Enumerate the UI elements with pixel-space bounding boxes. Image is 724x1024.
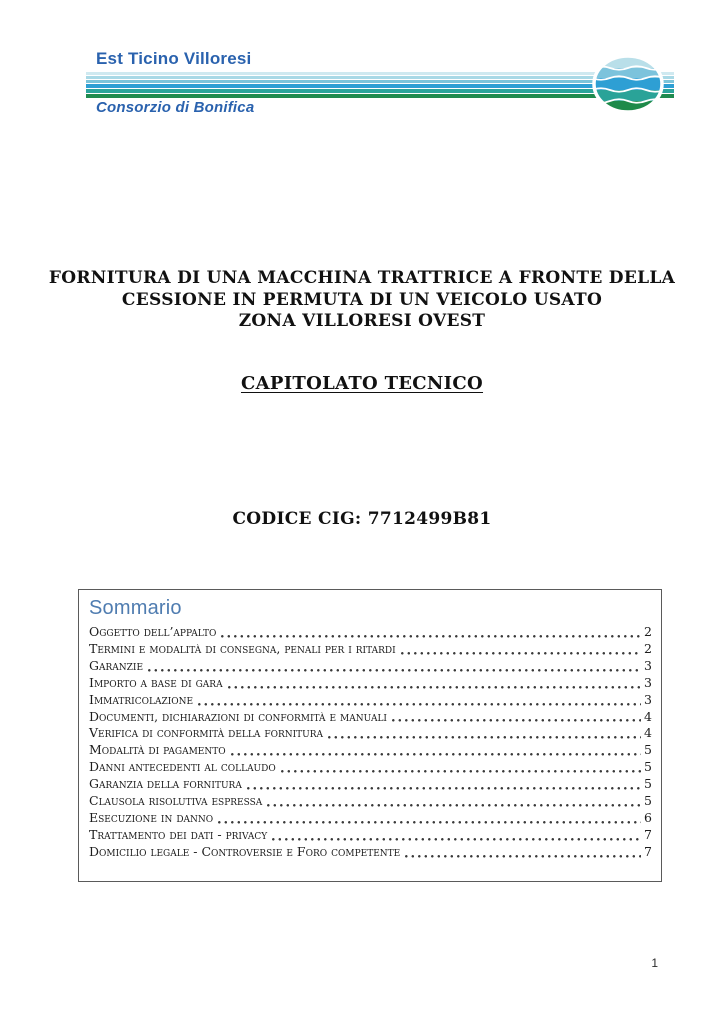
toc-entry-page: 6 [644, 809, 652, 825]
header-stripe [86, 94, 674, 98]
org-name: Est Ticino Villoresi [96, 49, 252, 68]
toc-entry-label: Documenti, dichiarazioni di conformità e manuali [89, 708, 387, 724]
document-subtitle [0, 373, 724, 394]
toc-entry-label: Importo a base di gara [89, 674, 223, 690]
header-stripe [86, 84, 674, 88]
toc-entry-page: 7 [644, 843, 652, 859]
header-stripe [86, 76, 674, 79]
org-subtitle: Consorzio di Bonifica [96, 99, 255, 116]
toc-entry-page: 2 [644, 640, 652, 656]
toc-entry [89, 844, 652, 861]
toc-entry-label: Domicilio legale - Controversie e Foro competente [89, 843, 401, 859]
toc-entry [89, 793, 652, 810]
toc-leader-dots [228, 684, 641, 689]
header-stripe [86, 80, 674, 83]
toc-entry-page: 3 [644, 657, 652, 673]
header-stripe [86, 72, 674, 75]
toc-list [89, 624, 652, 861]
toc-leader-dots [148, 667, 641, 672]
toc-entry-label: Verifica di conformità della fornitura [89, 725, 324, 741]
toc-leader-dots [198, 701, 641, 706]
toc-leader-dots [401, 650, 641, 655]
toc-leader-dots [221, 633, 641, 638]
toc-entry-label: Garanzia della fornitura [89, 776, 242, 792]
toc-leader-dots [281, 768, 641, 773]
toc-leader-dots [231, 751, 641, 756]
toc-entry-page: 5 [644, 759, 652, 775]
toc-leader-dots [272, 836, 641, 841]
toc-entry [89, 725, 652, 742]
toc-entry [89, 810, 652, 827]
toc-entry-page: 4 [644, 708, 652, 724]
toc-entry-page: 5 [644, 742, 652, 758]
toc-entry [89, 776, 652, 793]
toc-entry-label: Trattamento dei dati - privacy [89, 826, 268, 842]
toc-entry [89, 675, 652, 692]
toc-leader-dots [247, 785, 641, 790]
toc-entry-label: Immatricolazione [89, 691, 194, 707]
page-number: 1 [651, 956, 658, 970]
toc-entry-label: Garanzie [89, 657, 144, 673]
toc-leader-dots [267, 802, 641, 807]
codice-cig: CODICE CIG: 7712499B81 [232, 509, 492, 529]
toc-entry-label: Modalità di pagamento [89, 742, 226, 758]
toc-entry-label: Clausola risolutiva espressa [89, 793, 263, 809]
toc-title: Sommario [89, 597, 182, 619]
toc-entry-label: Oggetto dell’appalto [89, 624, 217, 639]
toc-entry-label: Esecuzione in danno [89, 809, 214, 825]
toc-entry [89, 742, 652, 759]
toc-leader-dots [405, 853, 641, 858]
toc-leader-dots [328, 734, 641, 739]
document-subtitle-text: CAPITOLATO TECNICO [240, 373, 484, 394]
header-stripes [86, 72, 674, 99]
toc-entry-page: 5 [644, 793, 652, 809]
toc-entry [89, 624, 652, 641]
toc-entry-page: 7 [644, 826, 652, 842]
toc-entry [89, 692, 652, 709]
header-stripe [86, 89, 674, 93]
toc-entry-page: 5 [644, 776, 652, 792]
toc-entry-page: 2 [644, 624, 652, 639]
toc-entry [89, 658, 652, 675]
toc-entry [89, 827, 652, 844]
toc-entry-page: 3 [644, 691, 652, 707]
toc-leader-dots [218, 819, 641, 824]
document-title [0, 268, 724, 333]
document-title-line3: ZONA VILLORESI OVEST [238, 311, 486, 331]
toc-box [78, 589, 662, 882]
toc-entry [89, 709, 652, 726]
consorzio-logo-icon [592, 54, 664, 114]
toc-entry [89, 759, 652, 776]
toc-entry-label: Termini e modalità di consegna, penali per i ritardi [89, 640, 396, 656]
toc-entry-page: 3 [644, 674, 652, 690]
toc-entry-label: Danni antecedenti al collaudo [89, 759, 276, 775]
document-title-line1: FORNITURA DI UNA MACCHINA TRATTRICE A FRONTE DELLA [48, 268, 676, 288]
toc-entry [89, 641, 652, 658]
document-title-line2: CESSIONE IN PERMUTA DI UN VEICOLO USATO [121, 289, 603, 310]
toc-leader-dots [392, 717, 641, 722]
toc-entry-page: 4 [644, 725, 652, 741]
